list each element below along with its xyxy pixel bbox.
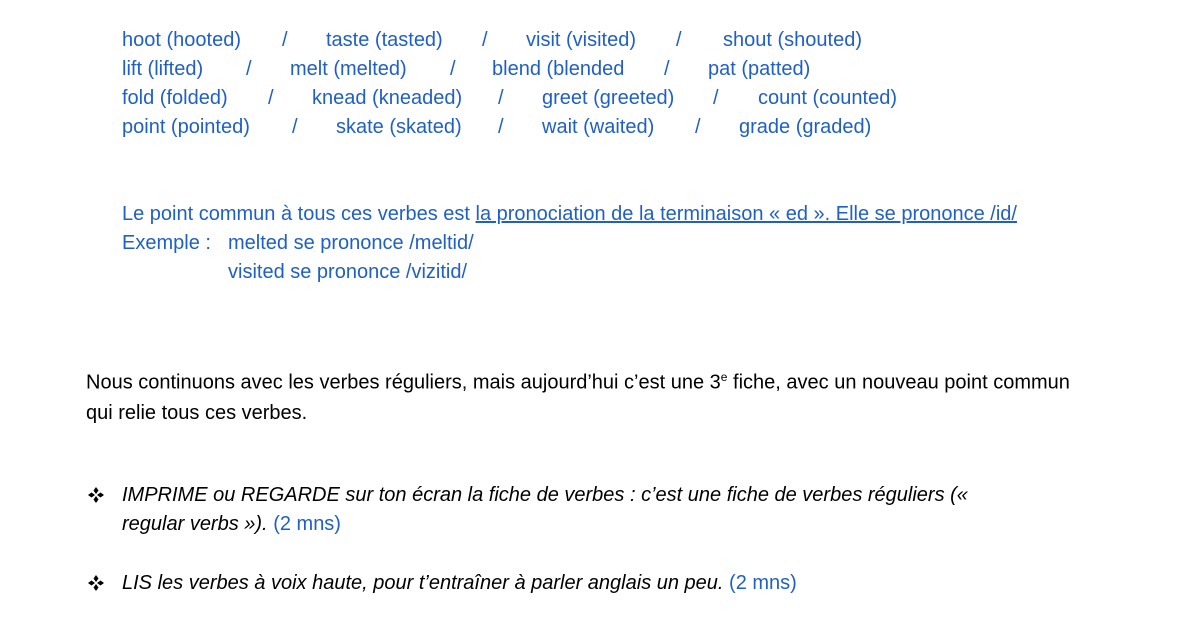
intro-paragraph: [86, 362, 1096, 428]
verb-separator: /: [482, 29, 488, 51]
rule-statement: [122, 200, 1017, 229]
verb-entry: blend (blended: [492, 58, 625, 80]
instruction-time: (2 mns): [729, 572, 797, 594]
verb-entry: wait (waited): [542, 116, 655, 138]
diamond-bullet-icon: [88, 481, 106, 510]
example-line: [122, 258, 1017, 287]
verb-separator: /: [676, 29, 682, 51]
paragraph-text: Nous continuons avec les verbes réguliers, mais aujourd’hui c’est une 3: [86, 371, 721, 394]
verb-entry: count (counted): [758, 87, 897, 109]
example-text: melted se prononce /meltid/: [228, 232, 474, 254]
verb-entry: visit (visited): [526, 29, 637, 51]
verb-entry: fold (folded): [122, 87, 228, 109]
example-line: [122, 229, 1017, 258]
diamond-bullet-icon: [88, 569, 106, 598]
verb-entry: shout (shouted): [723, 29, 862, 51]
verb-separator: /: [498, 116, 504, 138]
verb-separator: /: [695, 116, 701, 138]
example-label: Exemple :: [122, 232, 211, 254]
example-text: visited se prononce /vizitid/: [228, 261, 468, 283]
verb-entry: melt (melted): [290, 58, 407, 80]
verb-entry: pat (patted): [708, 58, 811, 80]
instruction-text: [122, 569, 1022, 598]
verb-entry: taste (tasted): [326, 29, 443, 51]
verb-entry: hoot (hooted): [122, 29, 241, 51]
verb-separator: /: [450, 58, 456, 80]
instruction-body: IMPRIME ou REGARDE sur ton écran la fiche de verbes : c’est une fiche de verbes réguliers (« regular verbs »).: [122, 484, 968, 535]
verb-entry: lift (lifted): [122, 58, 204, 80]
verb-separator: /: [292, 116, 298, 138]
instruction-text: [122, 481, 1022, 539]
ordinal-superscript: e: [720, 370, 728, 384]
rule-intro: Le point commun à tous ces verbes est: [122, 203, 476, 225]
rule-explanation: [122, 200, 1017, 287]
verb-separator: /: [282, 29, 288, 51]
rule-highlight: la pronociation de la terminaison « ed ». Elle se prononce /id/: [475, 203, 1017, 225]
verb-separator: /: [268, 87, 274, 109]
verb-entry: point (pointed): [122, 116, 250, 138]
verb-separator: /: [246, 58, 252, 80]
verb-separator: /: [664, 58, 670, 80]
verb-separator: /: [498, 87, 504, 109]
instruction-body: LIS les verbes à voix haute, pour t’entraîner à parler anglais un peu.: [122, 572, 724, 594]
verb-separator: /: [713, 87, 719, 109]
verb-entry: greet (greeted): [542, 87, 675, 109]
verb-entry: knead (kneaded): [312, 87, 463, 109]
verb-entry: grade (graded): [739, 116, 872, 138]
verb-entry: skate (skated): [336, 116, 462, 138]
instruction-time: (2 mns): [273, 513, 341, 535]
paragraph-text: fiche, avec un nouveau point commun qui relie tous ces verbes.: [86, 371, 1070, 424]
